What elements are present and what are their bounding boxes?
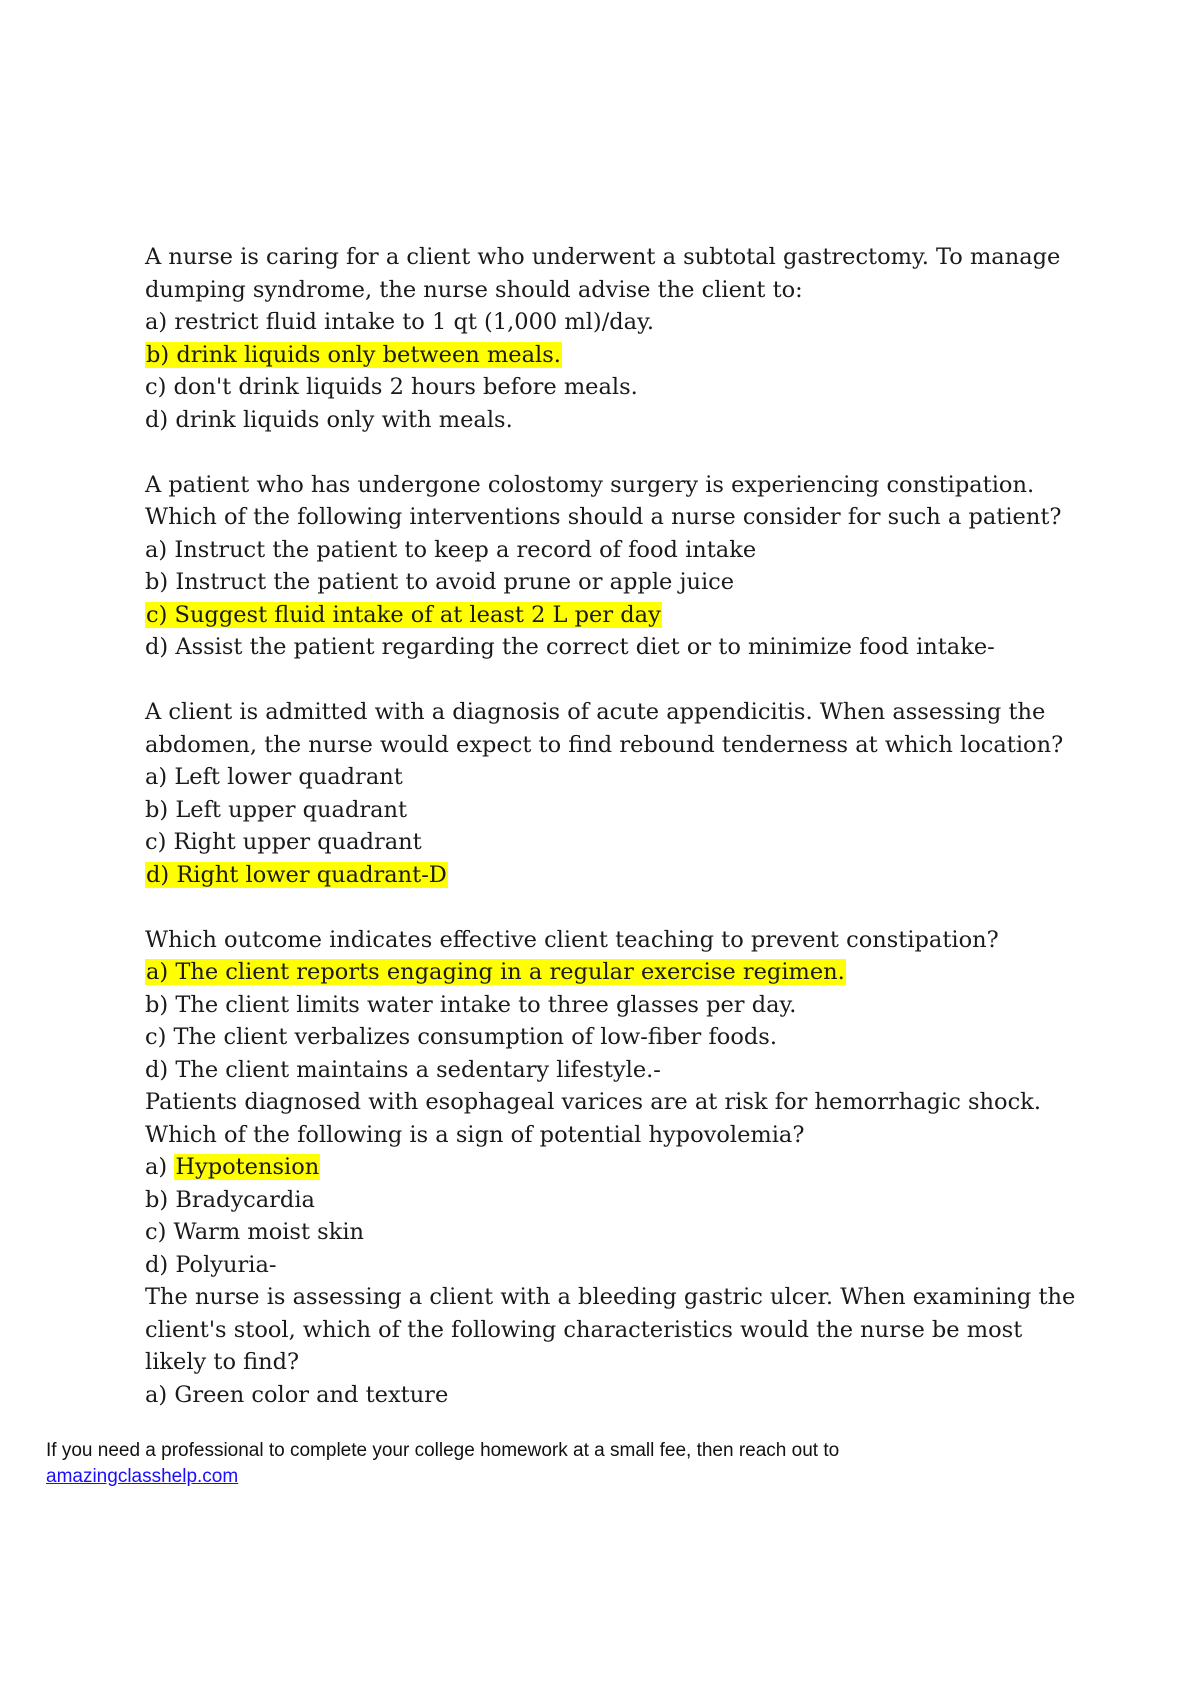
option-b: b) Left upper quadrant	[145, 796, 408, 823]
question-text: Patients diagnosed with esophageal varices are at risk for hemorrhagic shock.	[145, 1089, 1041, 1115]
option-a: a) Green color and texture	[145, 1381, 449, 1408]
question-text: abdomen, the nurse would expect to find rebound tenderness at which location?	[145, 731, 1064, 758]
question-1	[145, 241, 1105, 436]
answer-highlight: b) drink liquids only between meals.	[146, 341, 561, 368]
page-footer	[46, 1438, 1146, 1490]
question-6	[145, 1281, 1105, 1411]
option-c: c) The client verbalizes consumption of low-fiber foods.	[145, 1024, 777, 1050]
answer-highlight: d) Right lower quadrant-D	[146, 861, 447, 888]
question-text: likely to find?	[145, 1349, 300, 1375]
answer-highlight: c) Suggest fluid intake of at least 2 L per day	[146, 601, 661, 628]
document-body	[145, 241, 1105, 1411]
question-text: A patient who has undergone colostomy surgery is experiencing constipation.	[145, 471, 1035, 498]
question-4	[145, 924, 1105, 1087]
footer-text: If you need a professional to complete your college homework at a small fee, then reach out to	[46, 1440, 840, 1461]
option-c: c) Right upper quadrant	[145, 829, 422, 855]
option-b: b) Instruct the patient to avoid prune or apple juice	[145, 569, 735, 595]
question-text: Which of the following interventions should a nurse consider for such a patient?	[145, 504, 1062, 530]
question-text: client's stool, which of the following characteristics would the nurse be most	[145, 1316, 1023, 1343]
option-a: a) restrict fluid intake to 1 qt (1,000 ml)/day.	[145, 309, 654, 335]
answer-highlight: Hypotension	[175, 1154, 320, 1180]
option-prefix: a)	[145, 1154, 175, 1180]
question-text: A client is admitted with a diagnosis of acute appendicitis. When assessing the	[145, 699, 1046, 725]
option-b: b) Bradycardia	[145, 1186, 315, 1213]
question-text: A nurse is caring for a client who underwent a subtotal gastrectomy. To manage	[145, 244, 1061, 270]
question-5	[145, 1086, 1105, 1281]
option-d: d) Polyuria-	[145, 1251, 277, 1278]
question-text: Which of the following is a sign of potential hypovolemia?	[145, 1121, 805, 1148]
question-text: The nurse is assessing a client with a bleeding gastric ulcer. When examining the	[145, 1284, 1076, 1310]
option-c: c) Warm moist skin	[145, 1219, 365, 1245]
option-d: d) Assist the patient regarding the correct diet or to minimize food intake-	[145, 634, 995, 660]
option-c-answer	[145, 599, 1105, 632]
footer-link[interactable]: amazingclasshelp.com	[46, 1466, 239, 1487]
option-d: d) drink liquids only with meals.	[145, 406, 513, 433]
option-b: b) The client limits water intake to three glasses per day.	[145, 991, 797, 1018]
question-text: Which outcome indicates effective client teaching to prevent constipation?	[145, 926, 999, 953]
option-a: a) Left lower quadrant	[145, 764, 403, 790]
option-d: d) The client maintains a sedentary lifestyle.-	[145, 1056, 661, 1083]
option-d-answer	[145, 859, 1105, 892]
option-a: a) Instruct the patient to keep a record of food intake	[145, 536, 757, 563]
question-2	[145, 469, 1105, 664]
option-a-answer	[145, 956, 1105, 989]
option-b-answer	[145, 339, 1105, 372]
question-3	[145, 696, 1105, 891]
option-c: c) don't drink liquids 2 hours before meals.	[145, 374, 638, 400]
question-text: dumping syndrome, the nurse should advise the client to:	[145, 276, 803, 303]
option-a-answer	[145, 1151, 1105, 1184]
answer-highlight: a) The client reports engaging in a regular exercise regimen.	[146, 959, 845, 985]
